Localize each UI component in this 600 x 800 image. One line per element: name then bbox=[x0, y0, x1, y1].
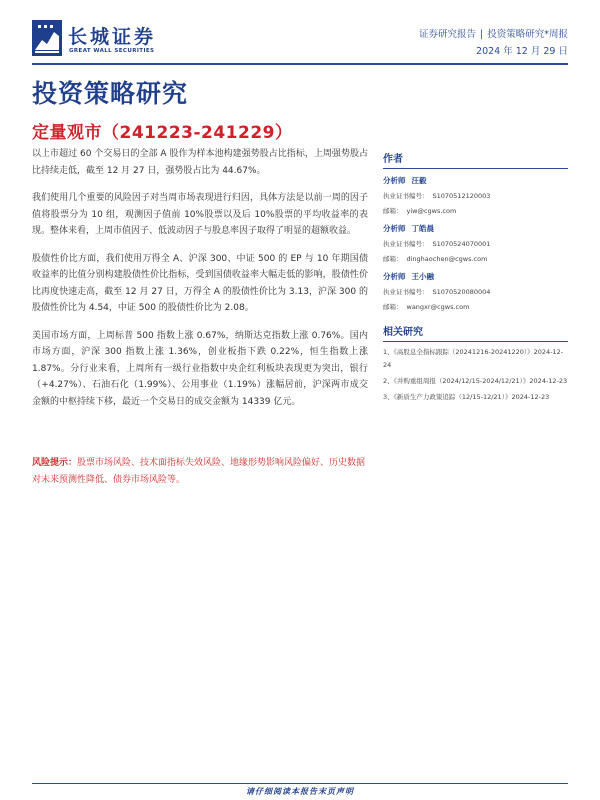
report-body bbox=[32, 146, 368, 421]
analyst-license bbox=[383, 237, 568, 252]
risk-text: 股票市场风险、技术面指标失效风险、地缘形势影响风险偏好、历史数据对未来预测性降低、债券市场风险等。 bbox=[32, 458, 366, 485]
analyst-role: 分析师 bbox=[383, 272, 406, 281]
header-separator: | bbox=[480, 29, 484, 40]
analyst-card bbox=[383, 269, 568, 315]
report-series: 投资策略研究*周报 bbox=[487, 29, 568, 40]
report-subtitle: 定量观市（241223-241229） bbox=[32, 123, 293, 143]
analyst-title bbox=[383, 221, 568, 237]
license-key: 执业证书编号： bbox=[383, 192, 429, 200]
email-address[interactable]: dinghaochen@cgws.com bbox=[406, 255, 488, 263]
analyst-license bbox=[383, 189, 568, 204]
license-key: 执业证书编号： bbox=[383, 288, 429, 296]
email-address[interactable]: wangxr@cgws.com bbox=[406, 303, 470, 311]
related-research-heading: 相关研究 bbox=[383, 323, 568, 342]
header-divider bbox=[32, 63, 568, 65]
analyst-email bbox=[383, 204, 568, 219]
license-number: S1070524070001 bbox=[432, 240, 491, 248]
analyst-license bbox=[383, 285, 568, 300]
email-key: 邮箱： bbox=[383, 303, 403, 311]
analyst-role: 分析师 bbox=[383, 176, 406, 185]
analyst-name: 王小融 bbox=[411, 272, 434, 281]
footer-disclaimer: 请仔细阅读本报告末页声明 bbox=[246, 787, 354, 796]
analyst-role: 分析师 bbox=[383, 224, 406, 233]
related-research-item[interactable]: 2、《并购重组周报（2024/12/15-2024/12/21）》2024-12-23 bbox=[383, 377, 568, 385]
report-category bbox=[419, 26, 568, 43]
analyst-card bbox=[383, 173, 568, 219]
license-number: S1070512120003 bbox=[432, 192, 491, 200]
risk-label: 风险提示： bbox=[32, 458, 78, 468]
analyst-card bbox=[383, 221, 568, 267]
brand-name: 长城证券 bbox=[68, 26, 157, 48]
analyst-name: 汪毅 bbox=[411, 176, 427, 185]
authors-heading: 作者 bbox=[383, 150, 568, 169]
license-number: S1070520080004 bbox=[432, 288, 491, 296]
analyst-title bbox=[383, 269, 568, 285]
summary-paragraph-markets: 美国市场方面，上周标普 500 指数上涨 0.67%，纳斯达克指数上涨 0.76%。国内市场方面，沪深 300 指数上涨 1.36%，创业板指下跌 0.22%，恒生指数上涨 1.87%。分行业来看，上周所有一级行业指数中央企红利板块表现更为突出，银行（+4.27%）、石油石化（1.99%）、公用事业（1.19%）涨幅居前，沪深两市成交金额的中枢持续下移，最近一个交易日的成交金额为 14339 亿元。 bbox=[32, 330, 368, 407]
great-wall-logo-icon bbox=[32, 20, 62, 56]
analyst-name: 丁皓晨 bbox=[411, 224, 434, 233]
page-title: 投资策略研究 bbox=[32, 79, 189, 108]
footer-divider bbox=[32, 783, 568, 784]
sidebar bbox=[383, 150, 568, 407]
risk-warning bbox=[32, 455, 368, 488]
report-type: 证券研究报告 bbox=[419, 29, 477, 40]
related-research-item[interactable]: 3、《新质生产力政策追踪（12/15-12/21）》2024-12-23 bbox=[383, 393, 550, 401]
license-key: 执业证书编号： bbox=[383, 240, 429, 248]
summary-paragraph-valuation: 股债性价比方面，我们使用万得全 A、沪深 300、中证 500 的 EP 与 10 年期国债收益率的比值分别构建股债性价比指标，受到国债收益率大幅走低的影响，股债性价比再度快速走高，截至 12 月 27 日，万得全 A 的股债性价比为 3.13，沪深 300 的股债性价比为 4.54，中证 500 的股债性价比为 2.08。 bbox=[32, 253, 368, 313]
email-address[interactable]: yiw@cgws.com bbox=[406, 207, 457, 215]
analyst-email bbox=[383, 300, 568, 315]
summary-paragraph-strength: 以上市超过 60 个交易日的全部 A 股作为样本池构建强势股占比指标，上周强势股占比持续走低，截至 12 月 27 日，强势股占比为 44.67%。 bbox=[32, 149, 368, 176]
analyst-title bbox=[383, 173, 568, 189]
report-header-meta bbox=[419, 26, 568, 60]
related-research-item[interactable]: 1、《高股息全指标跟踪（20241216-20241220）》2024-12-24 bbox=[383, 348, 564, 369]
summary-paragraph-factors: 我们使用几个重要的风险因子对当周市场表现进行归因，具体方法是以前一周的因子值将股票分为 10 组，观测因子值前 10%股票以及后 10%股票的平均收益率的表现。整体来看，上周市值因子、低波动因子与股息率因子取得了明显的超额收益。 bbox=[32, 193, 368, 236]
report-date: 2024 年 12 月 29 日 bbox=[476, 46, 568, 57]
email-key: 邮箱： bbox=[383, 255, 403, 263]
brand-logo bbox=[32, 20, 172, 64]
analyst-email bbox=[383, 252, 568, 267]
email-key: 邮箱： bbox=[383, 207, 403, 215]
brand-name-en: GREAT WALL SECURITIES bbox=[69, 48, 155, 54]
